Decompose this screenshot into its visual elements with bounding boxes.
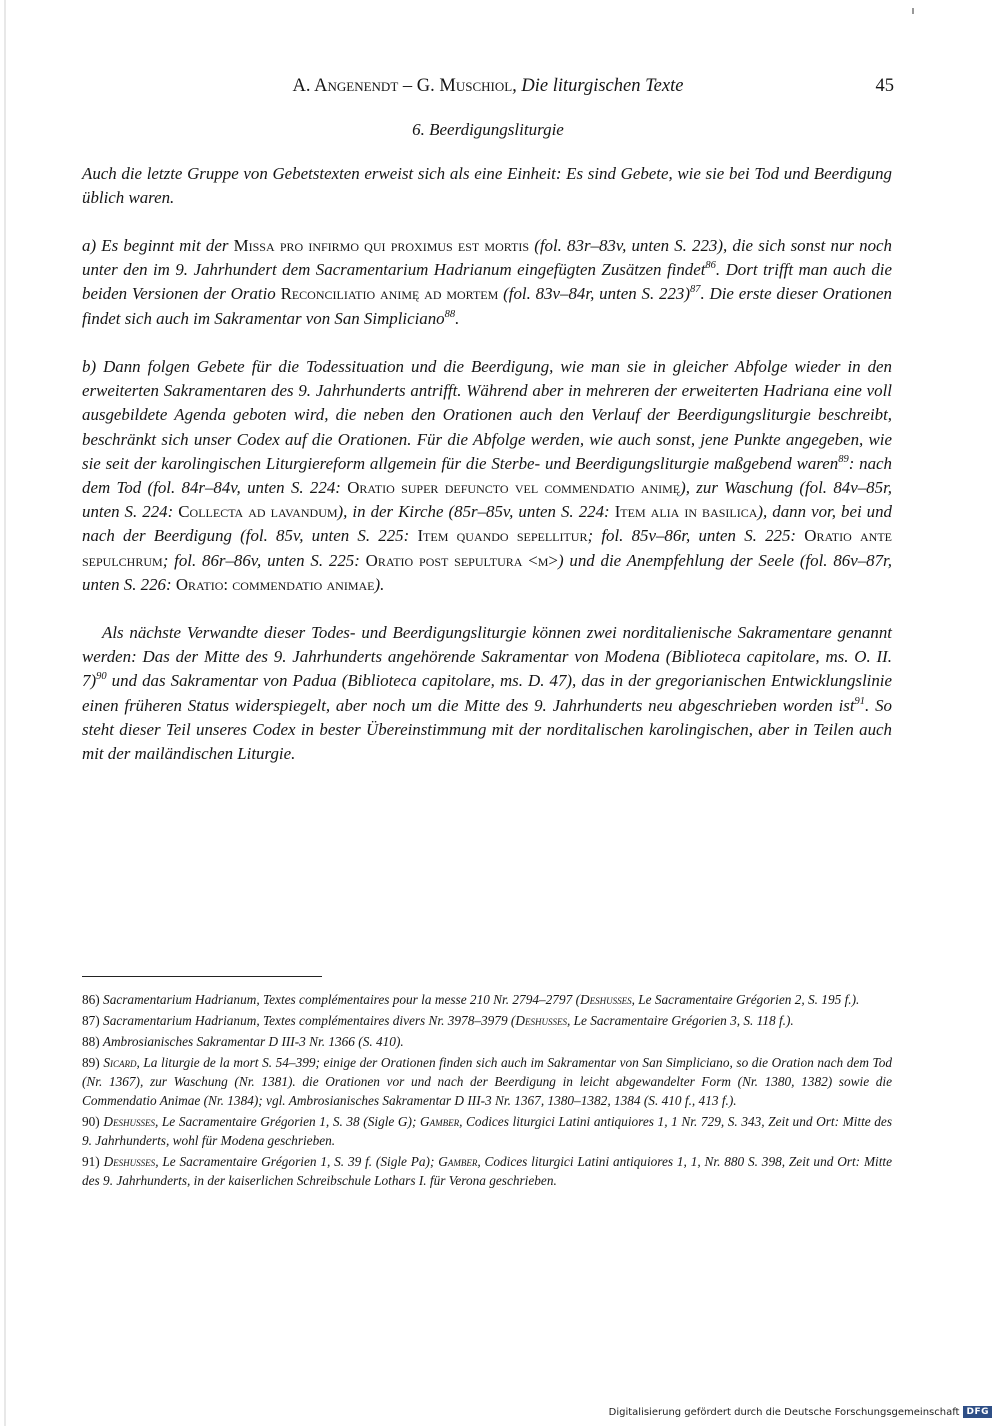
text-run: . So steht dieser Teil unseres Codex in bester Übereinstimmung mit der norditalischen karolingischen, aber in Teilen auch mit der mailändischen Liturgie. bbox=[82, 695, 892, 764]
footnote-ref[interactable]: 87 bbox=[689, 284, 701, 296]
liturgical-title: Missa pro infirmo qui proximus est mortis bbox=[233, 236, 530, 255]
liturgical-title: Oratio super defuncto vel commendatio animę bbox=[347, 478, 681, 498]
text-run: : nach dem Tod (fol. 84r–84v, unten S. 224: bbox=[82, 453, 892, 498]
liturgical-title: Collecta ad lavandum bbox=[178, 502, 338, 522]
footnote-number: 86) bbox=[82, 992, 100, 1007]
cited-author: Sicard bbox=[103, 1055, 137, 1070]
footnote-ref[interactable]: 89 bbox=[838, 453, 849, 465]
running-head-title bbox=[82, 76, 894, 97]
footnote-text: , Le Sacramentaire Grégorien 2, S. 195 f.). bbox=[631, 992, 860, 1007]
footnote-number: 91) bbox=[82, 1154, 100, 1169]
footnote-number: 87) bbox=[82, 1013, 100, 1028]
text-run: Als nächste Verwandte dieser Todes- und Beerdigungsliturgie können zwei norditalienische Sakramentare genannt werden: Das der Mitte des 9. Jahrhunderts angehörende Sakramentar von Modena (Biblioteca capitolare, ms. O. II. 7) bbox=[82, 623, 892, 691]
cited-author: Gamber bbox=[438, 1154, 478, 1169]
text-run: . bbox=[455, 308, 460, 328]
liturgical-title: Oratio ante sepulchrum bbox=[82, 526, 892, 570]
cited-author: Deshusses bbox=[103, 1154, 156, 1169]
footnote bbox=[82, 1053, 892, 1110]
page-number: 45 bbox=[875, 76, 894, 96]
footnote-ref[interactable]: 91 bbox=[854, 695, 866, 707]
footnote-text: , Le Sacramentaire Grégorien 1, S. 39 f. (Sigle Pa); bbox=[155, 1154, 439, 1169]
footnote bbox=[82, 1011, 892, 1030]
paragraph-intro: Auch die letzte Gruppe von Gebetstexten erweist sich als eine Einheit: Es sind Gebete, wie sie bei Tod und Beerdigung üblich waren. bbox=[82, 164, 892, 208]
digitization-footer bbox=[609, 1406, 992, 1418]
liturgical-title: Oratio: commendatio animae bbox=[175, 574, 375, 594]
footnotes bbox=[82, 990, 892, 1192]
footnote-text: , Le Sacramentaire Grégorien 3, S. 118 f.). bbox=[566, 1013, 794, 1028]
footnote-separator bbox=[82, 976, 322, 977]
footnote-number: 88) bbox=[82, 1034, 100, 1049]
cited-author: Deshusses bbox=[580, 992, 632, 1007]
text-run: . Die erste dieser Orationen findet sich auch im Sakramentar von San Simpliciano bbox=[82, 284, 892, 328]
text-run: (fol. 83v–84r, unten S. 223) bbox=[498, 284, 690, 304]
footnote-text: , Codices liturgici Latini antiquiores 1, 1, Nr. 880 S. 398, Zeit und Ort: Mitte des 9. Jahrhunderts, in der kaiserlichen Schreibschule Lothars I. für Verona geschrieben. bbox=[82, 1154, 893, 1188]
cited-author: Deshusses bbox=[515, 1013, 567, 1028]
footnote-text: , La liturgie de la mort S. 54–399; einige der Orationen finden sich auch im Sakramentar von San Simpliciano, so die Oration nach dem Tod (Nr. 1367), zur Waschung (Nr. 1381). die Orationen vor und nach der Beerdigung in leicht abgewandelter Form (Nr. 1380, 1382) sowie die Commendatio Animae (Nr. 1384); vgl. Ambrosianisches Sakramentar D III-3 Nr. 1367, 1380–1382, 1384 (S. 410 f., 413 f.). bbox=[82, 1055, 892, 1108]
text-run: ), zur Waschung (fol. 84v–85r, unten S. 224: bbox=[82, 478, 892, 522]
footnote-text: Sacramentarium Hadrianum, Textes complémentaires divers Nr. 3978–3979 ( bbox=[99, 1013, 516, 1028]
text-run: ), in der Kirche (85r–85v, unten S. 224: bbox=[337, 502, 615, 522]
running-head bbox=[82, 76, 894, 100]
cited-author: Deshusses bbox=[103, 1114, 155, 1129]
scan-mark bbox=[912, 8, 914, 14]
author-1: A. Angenendt bbox=[292, 76, 399, 96]
footnote bbox=[82, 1032, 892, 1051]
paragraph-c bbox=[82, 621, 892, 766]
text-run: ; fol. 85v–86r, unten S. 225: bbox=[587, 526, 805, 546]
dfg-logo: DFG bbox=[963, 1406, 992, 1418]
footer-text: Digitalisierung gefördert durch die Deutsche Forschungsgemeinschaft bbox=[608, 1406, 960, 1418]
text-run: und das Sakramentar von Padua (Biblioteca capitolare, ms. D. 47), das in der gregorianischen Entwicklungslinie einen früheren Status widerspiegelt, aber noch um die Mitte des 9. Jahrhunderts neu abgeschrieben worden ist bbox=[82, 671, 892, 715]
footnote-ref[interactable]: 90 bbox=[96, 671, 107, 683]
footnote-text: , Le Sacramentaire Grégorien 1, S. 38 (Sigle G); bbox=[154, 1114, 421, 1129]
text-run: (fol. 83r–83v, unten S. 223), die sich sonst nur noch unter den im 9. Jahrhundert dem Sacramentarium Hadrianum eingefügten Zusätzen findet bbox=[82, 236, 892, 280]
footnote bbox=[82, 1112, 892, 1150]
author-separator: – bbox=[398, 76, 417, 96]
footnote-number: 89) bbox=[82, 1055, 100, 1070]
cited-author: Gamber bbox=[420, 1114, 460, 1129]
liturgical-title: Oratio post sepultura <m> bbox=[365, 550, 558, 570]
text-run: a) Es beginnt mit der bbox=[82, 236, 234, 255]
paragraph-a bbox=[82, 234, 892, 331]
text-run: ). bbox=[374, 574, 385, 594]
text-run: b) Dann folgen Gebete für die Todessituation und die Beerdigung, wie man sie in gleicher Abfolge wieder in den erweiterten Sakramentaren des 9. Jahrhunderts antrifft. Während aber in mehreren der erweiterten Hadriana eine voll ausgebildete Agenda geboten wird, die neben den Orationen auch den Verlauf der Beerdigungsliturgie beschreibt, beschränkt sich unser Codex auf die Orationen. Für die Abfolge werden, wie auch sonst, jene Punkte angegeben, wie sie seit der karolingischen Liturgiereform allgemein für die Sterbe- und Beerdigungsliturgie maßgebend waren bbox=[82, 357, 892, 473]
liturgical-title: Item alia in basilica bbox=[614, 502, 758, 522]
text-run: ) und die Anempfehlung der Seele (fol. 86v–87r, unten S. 226: bbox=[82, 550, 892, 594]
text-run: ), dann vor, bei und nach der Beerdigung (fol. 85v, unten S. 225: bbox=[82, 502, 893, 546]
text-run: ; fol. 86r–86v, unten S. 225: bbox=[162, 550, 366, 570]
footnote-text: Ambrosianisches Sakramentar D III-3 Nr. 1366 (S. 410). bbox=[99, 1034, 404, 1049]
text-run: . Dort trifft man auch die beiden Versionen der Oratio bbox=[82, 260, 892, 304]
footnote-text: , Codices liturgici Latini antiquiores 1, 1 Nr. 729, S. 343, Zeit und Ort: Mitte des 9. Jahrhunderts, wohl für Modena geschrieben. bbox=[82, 1114, 893, 1148]
article-title: , Die liturgischen Texte bbox=[512, 76, 684, 96]
footnote bbox=[82, 1152, 892, 1190]
author-2: G. Muschiol bbox=[416, 76, 513, 96]
liturgical-title: Reconciliatio animę ad mortem bbox=[280, 284, 499, 304]
liturgical-title: Item quando sepellitur bbox=[417, 526, 588, 546]
section-heading: 6. Beerdigungsliturgie bbox=[412, 120, 564, 139]
footnote bbox=[82, 990, 892, 1009]
scan-edge-line bbox=[4, 0, 6, 1426]
footnote-ref[interactable]: 88 bbox=[444, 308, 456, 320]
footnote-text: Sacramentarium Hadrianum, Textes complémentaires pour la messe 210 Nr. 2794–2797 ( bbox=[99, 992, 580, 1007]
paragraph-b bbox=[82, 355, 892, 597]
footnote-ref[interactable]: 86 bbox=[705, 260, 716, 272]
footnote-number: 90) bbox=[82, 1114, 100, 1129]
